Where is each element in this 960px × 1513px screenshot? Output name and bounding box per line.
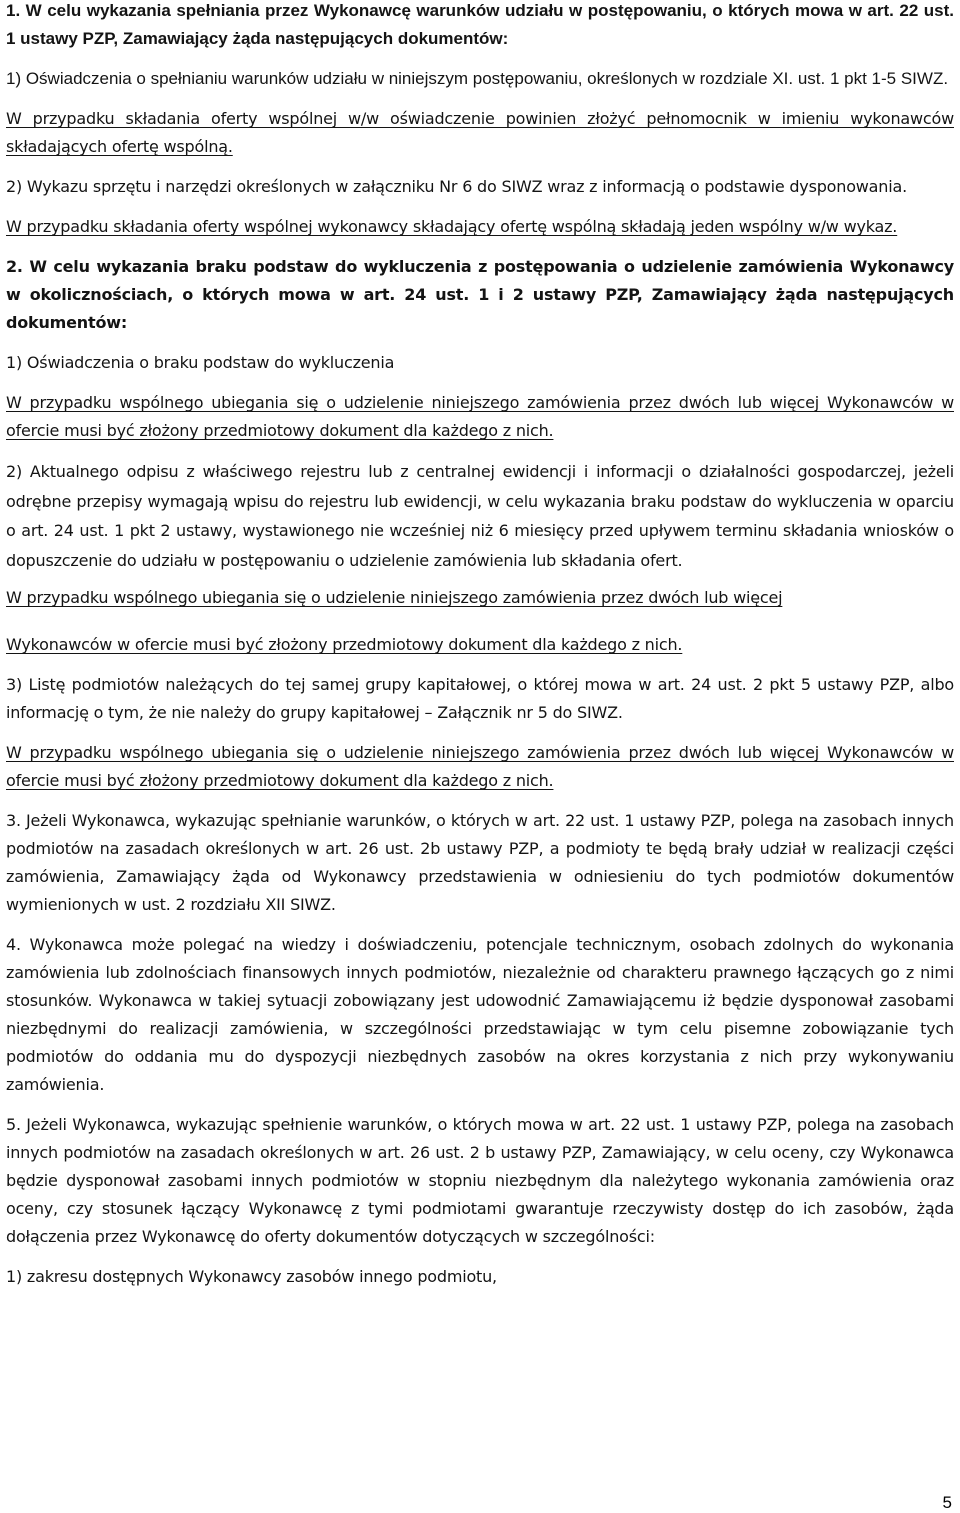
section-1-intro: 1. W celu wykazania spełniania przez Wykonawcę warunków udziału w postępowaniu, o których mowa w art. 22 ust. 1 ustawy PZP, Zamawiający żąda następujących dokumentów: bbox=[6, 1, 954, 48]
page-number: 5 bbox=[942, 1493, 952, 1512]
section-2-item-2: 2) Aktualnego odpisu z właściwego rejestru lub z centralnej ewidencji i informacji o działalności gospodarczej, jeżeli odrębne przepisy wymagają wpisu do rejestru lub ewidencji, w celu wykazania braku podstaw do wykluczenia w oparciu o art. 24 ust. 1 pkt 2 ustawy, wystawionego nie wcześniej niż 6 miesięcy przed upływem terminu składania wniosków o dopuszczenie do udziału w postępowaniu o udzielenie zamówienia lub składania ofert. bbox=[6, 462, 954, 570]
section-1-item-1: 1) Oświadczenia o spełnianiu warunków udziału w niniejszym postępowaniu, określonych w rozdziale XI. ust. 1 pkt 1-5 SIWZ. bbox=[6, 69, 949, 88]
section-5-item-1: 1) zakresu dostępnych Wykonawcy zasobów innego podmiotu, bbox=[6, 1267, 497, 1286]
section-1-item-2: 2) Wykazu sprzętu i narzędzi określonych w załączniku Nr 6 do SIWZ wraz z informacją o podstawie dysponowania. bbox=[6, 177, 907, 196]
section-1-item-2-note: W przypadku składania oferty wspólnej wykonawcy składający ofertę wspólną składają jeden wspólny w/w wykaz. bbox=[6, 217, 898, 236]
section-1-item-1-note: W przypadku składania oferty wspólnej w/w oświadczenie powinien złożyć pełnomocnik w imieniu wykonawców składających ofertę wspólną. bbox=[6, 109, 954, 156]
section-2-intro: 2. W celu wykazania braku podstaw do wykluczenia z postępowania o udzielenie zamówienia Wykonawcy w okolicznościach, o których mowa w art. 24 ust. 1 i 2 ustawy PZP, Zamawiający żąda następujących dokumentów: bbox=[6, 257, 954, 332]
section-2-item-2-note-line-1: W przypadku wspólnego ubiegania się o udzielenie niniejszego zamówienia przez dwóch lub więcej bbox=[6, 588, 783, 607]
section-2-item-3: 3) Listę podmiotów należących do tej samej grupy kapitałowej, o której mowa w art. 24 ust. 2 pkt 5 ustawy PZP, albo informację o tym, że nie należy do grupy kapitałowej – Załącznik nr 5 do SIWZ. bbox=[6, 675, 954, 722]
section-4: 4. Wykonawca może polegać na wiedzy i doświadczeniu, potencjale technicznym, osobach zdolnych do wykonania zamówienia lub zdolnościach finansowych innych podmiotów, niezależnie od charakteru prawnego łączących go z nimi stosunków. Wykonawca w takiej sytuacji zobowiązany jest udowodnić Zamawiającemu iż będzie dysponował zasobami niezbędnymi do realizacji zamówienia, w szczególności przedstawiając w tym celu pisemne zobowiązanie tych podmiotów do oddania mu do dyspozycji niezbędnych zasobów na okres korzystania z nich przy wykonywaniu zamówienia. bbox=[6, 935, 954, 1094]
section-5: 5. Jeżeli Wykonawca, wykazując spełnienie warunków, o których mowa w art. 22 ust. 1 ustawy PZP, polega na zasobach innych podmiotów na zasadach określonych w art. 26 ust. 2 b ustawy PZP, Zamawiający, w celu oceny, czy Wykonawca będzie dysponował zasobami innych podmiotów w stopniu niezbędnym dla należytego wykonania zamówienia oraz oceny, czy stosunek łączący Wykonawcę z tymi podmiotami gwarantuje rzeczywisty dostęp do ich zasobów, żąda dołączenia przez Wykonawcę do oferty dokumentów dotyczących w szczególności: bbox=[6, 1115, 954, 1246]
section-2-item-2-note-line-2: Wykonawców w ofercie musi być złożony przedmiotowy dokument dla każdego z nich. bbox=[6, 635, 683, 654]
section-2-item-1: 1) Oświadczenia o braku podstaw do wykluczenia bbox=[6, 353, 395, 372]
section-3: 3. Jeżeli Wykonawca, wykazując spełnianie warunków, o których w art. 22 ust. 1 ustawy PZP, polega na zasobach innych podmiotów na zasadach określonych w art. 26 ust. 2b ustawy PZP, a podmioty te będą brały udział w realizacji części zamówienia, Zamawiający żąda od Wykonawcy przedstawienia w odniesieniu do tych podmiotów dokumentów wymienionych w ust. 2 rozdziału XII SIWZ. bbox=[6, 811, 954, 914]
section-2-item-3-note: W przypadku wspólnego ubiegania się o udzielenie niniejszego zamówienia przez dwóch lub więcej Wykonawców w ofercie musi być złożony przedmiotowy dokument dla każdego z nich. bbox=[6, 743, 954, 790]
section-2-item-1-note: W przypadku wspólnego ubiegania się o udzielenie niniejszego zamówienia przez dwóch lub więcej Wykonawców w ofercie musi być złożony przedmiotowy dokument dla każdego z nich. bbox=[6, 393, 954, 440]
